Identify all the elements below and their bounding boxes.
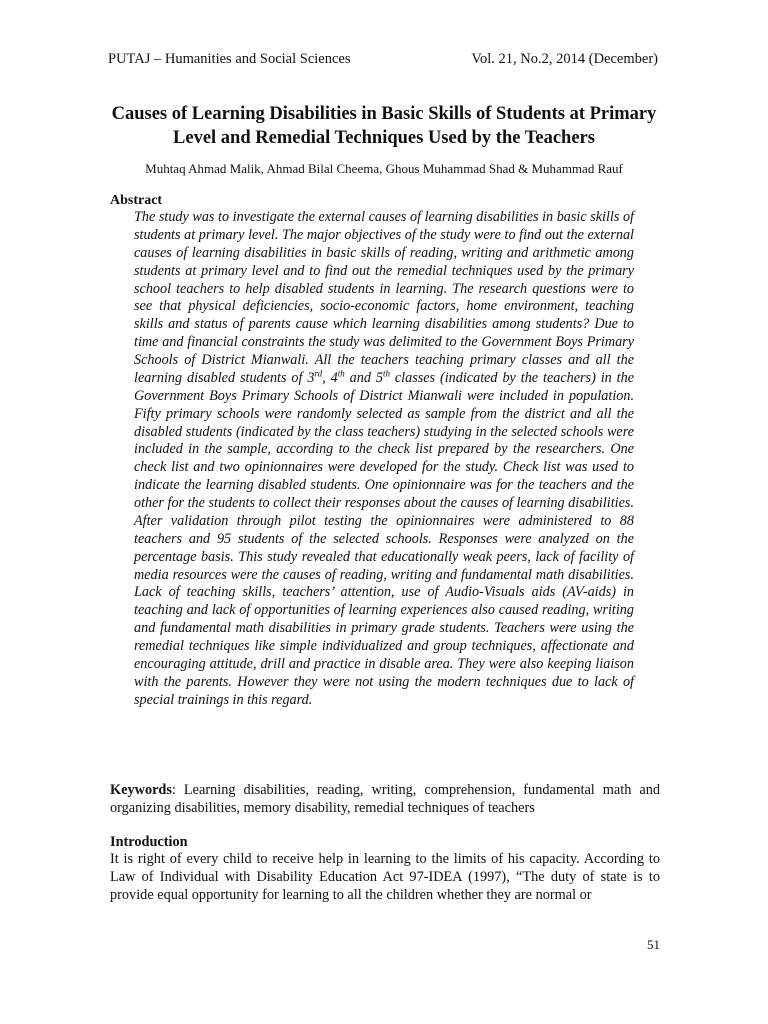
superscript-th-4: th [337,368,345,379]
superscript-th-5: th [382,368,390,379]
keywords-paragraph [110,781,660,817]
article-title: Causes of Learning Disabilities in Basic Skills of Students at Primary Level and Remedial Techniques Used by the Teachers [111,104,657,148]
keywords-text: : Learning disabilities, reading, writing, comprehension, fundamental math and organizing disabilities, memory disability, remedial techniques of teachers [110,782,660,816]
superscript-rd: rd [314,368,323,379]
abstract-separator-1: , 4 [322,369,338,386]
introduction-heading: Introduction [110,834,188,850]
running-header [108,50,658,68]
keywords-label: Keywords [110,782,172,798]
page-number: 51 [647,937,660,952]
author-list: Muhtaq Ahmad Malik, Ahmad Bilal Cheema, Ghous Muhammad Shad & Muhammad Rauf [145,161,623,176]
abstract-separator-2: and 5 [344,369,383,386]
abstract-body [134,209,634,710]
volume-info: Vol. 21, No.2, 2014 (December) [471,51,658,67]
abstract-heading: Abstract [110,193,163,208]
abstract-text-part-1: The study was to investigate the external causes of learning disabilities in basic skills of students at primary level. The major objectives of the study were to find out the external causes of learning disabilities in basic skills of reading, writing and arithmetic among students at primary level and to find out the remedial techniques used by the primary school teachers to help disabled students in learning. The research questions were to see that physical deficiencies, socio-economic factors, home environment, teaching skills and status of parents cause which learning disabilities among students? Due to time and financial constraints the study was delimited to the Government Boys Primary Schools of District Mianwali. All the teachers teaching primary classes and all the learning disabled students of 3 [134,209,634,386]
abstract-text-part-2: classes (indicated by the teachers) in the Government Boys Primary Schools of District Mianwali were included in population. Fifty primary schools were randomly selected as sample from the district and all the disabled students (indicated by the class teachers) studying in the selected schools were included in the sample, according to the check list prepared by the researchers. One check list and two opinionnaires were developed for the study. Check list was used to indicate the learning disabled students. One opinionnaire was for the teachers and the other for the students to collect their responses about the causes of learning disabilities. After validation through pilot testing the opinionnaires were administered to 88 teachers and 95 students of the selected schools. Responses were analyzed on the percentage basis. This study revealed that educationally weak peers, lack of facility of media resources were the causes of reading, writing and fundamental math disabilities. Lack of teaching skills, teachers’ attention, use of Audio-Visuals aids (AV-aids) in teaching and lack of opportunities of learning experiences also caused reading, writing and fundamental math disabilities in primary grade students. Teachers were using the remedial techniques like simple individualized and group techniques, affectionate and encouraging attitude, drill and practice in disable area. They were also keeping liaison with the parents. However they were not using the modern techniques due to lack of special trainings in this regard. [134,369,635,708]
journal-name: PUTAJ – Humanities and Social Sciences [108,51,351,67]
introduction-body: It is right of every child to receive help in learning to the limits of his capacity. According to Law of Individual with Disability Education Act 97-IDEA (1997), “The duty of state is to provide equal opportunity for learning to all the children whether they are normal or [110,851,660,903]
